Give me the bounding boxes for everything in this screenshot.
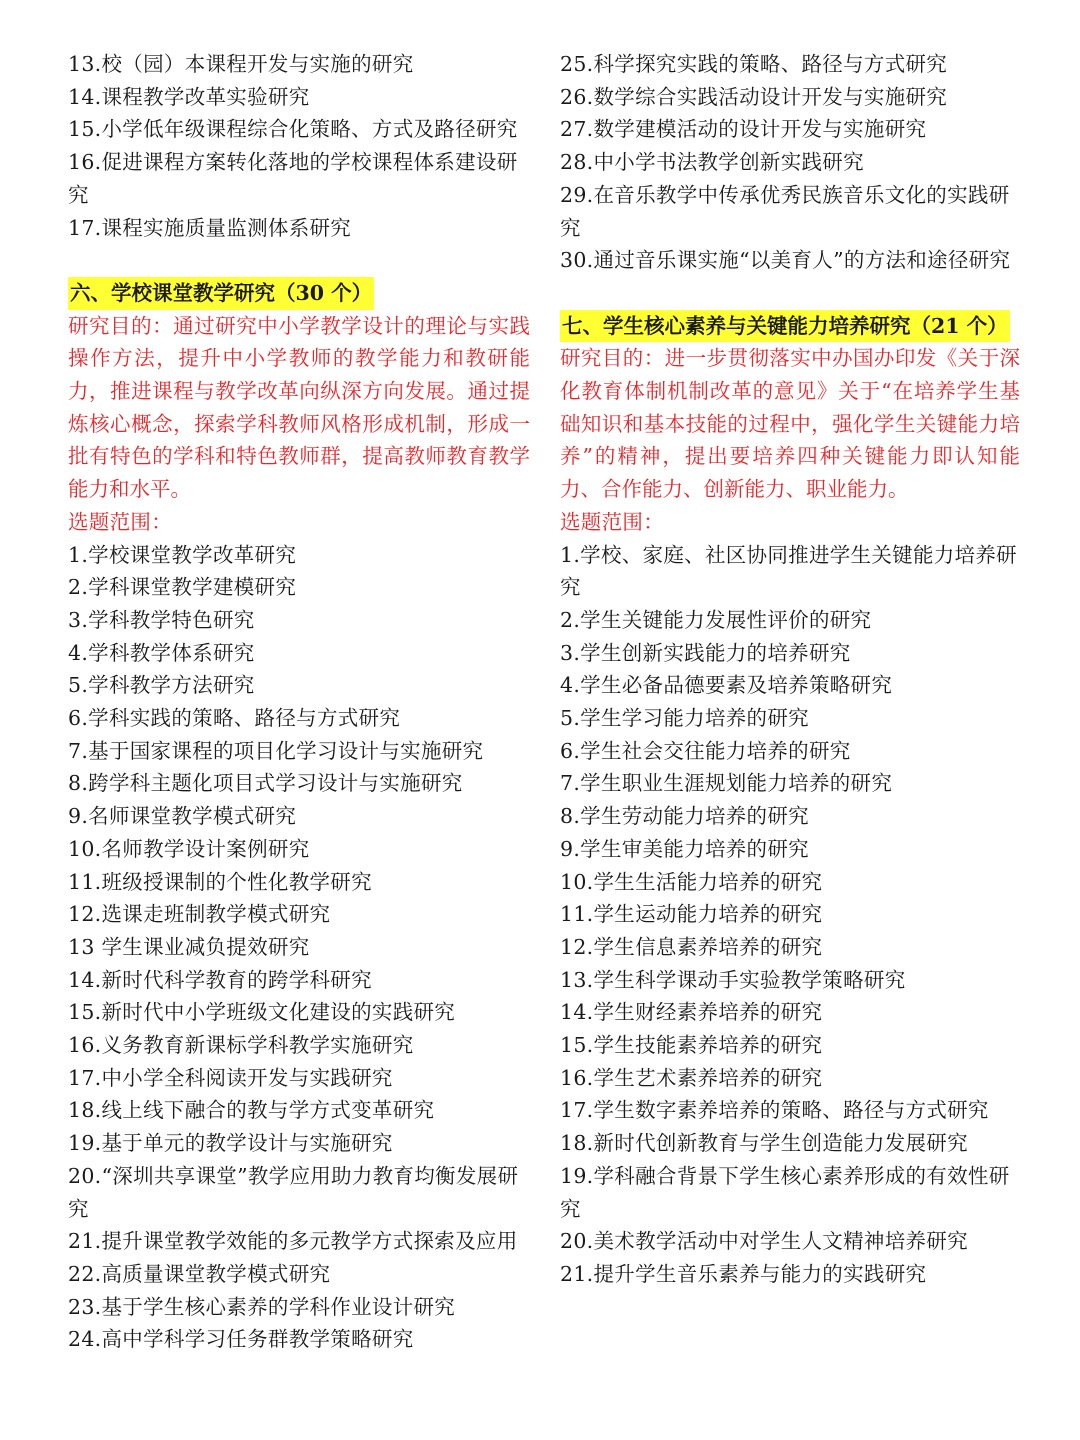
- list-item: 19.基于单元的教学设计与实施研究: [68, 1131, 393, 1156]
- list-item: 14.新时代科学教育的跨学科研究: [68, 967, 372, 992]
- list-item: 9.名师课堂教学模式研究: [68, 804, 297, 829]
- list-item: 20.“深圳共享课堂”教学应用助力教育均衡发展研究: [68, 1163, 519, 1221]
- list-item: 12.选课走班制教学模式研究: [68, 902, 331, 927]
- scope-label: 选题范围：: [560, 509, 664, 534]
- list-item: 22.高质量课堂教学模式研究: [68, 1262, 331, 1286]
- list-item: 1.学校、家庭、社区协同推进学生关键能力培养研究: [560, 542, 1017, 600]
- list-item: 5.学生学习能力培养的研究: [560, 706, 809, 731]
- list-item: 21.提升课堂教学效能的多元教学方式探索及应用: [68, 1229, 518, 1254]
- research-purpose: 研究目的：通过研究中小学教学设计的理论与实践操作方法，提升中小学教师的教学能力和教研能力，推进课程与教学改革向纵深方向发展。通过提炼核心概念，探索学科教师风格形成机制，形成一批有特色的学科和特色教师群，提高教师教育教学能力和水平。: [68, 313, 530, 502]
- list-item: 13.校（园）本课程开发与实施的研究: [68, 52, 414, 76]
- list-item: 10.名师教学设计案例研究: [68, 836, 310, 861]
- list-item: 19.学科融合背景下学生核心素养形成的有效性研究: [560, 1163, 1010, 1221]
- list-item: 23.基于学生核心素养的学科作业设计研究: [68, 1294, 456, 1319]
- list-item: 14.学生财经素养培养的研究: [560, 1000, 823, 1025]
- list-item: 18.线上线下融合的教与学方式变革研究: [68, 1098, 435, 1123]
- list-item: 16.义务教育新课标学科教学实施研究: [68, 1033, 414, 1058]
- left-column: [68, 48, 530, 1356]
- list-item: 3.学生创新实践能力的培养研究: [560, 640, 851, 665]
- list-item: 11.学生运动能力培养的研究: [560, 902, 823, 927]
- list-item: 25.科学探究实践的策略、路径与方式研究: [560, 52, 948, 76]
- list-item: 8.学生劳动能力培养的研究: [560, 804, 809, 829]
- list-item: 30.通过音乐课实施“以美育人”的方法和途径研究: [560, 248, 1011, 273]
- list-item: 1.学校课堂教学改革研究: [68, 542, 297, 567]
- list-item: 7.基于国家课程的项目化学习设计与实施研究: [68, 738, 484, 763]
- list-item: 4.学生必备品德要素及培养策略研究: [560, 673, 893, 698]
- list-item: 7.学生职业生涯规划能力培养的研究: [560, 771, 893, 796]
- section-heading: 六、学校课堂教学研究（30 个）: [68, 277, 374, 310]
- list-item: 13.学生科学课动手实验教学策略研究: [560, 967, 906, 992]
- list-item: 17.课程实施质量监测体系研究: [68, 215, 352, 240]
- list-item: 12.学生信息素养培养的研究: [560, 934, 823, 959]
- list-item: 3.学科教学特色研究: [68, 607, 255, 632]
- scope-label: 选题范围：: [68, 509, 172, 534]
- list-item: 17.学生数字素养培养的策略、路径与方式研究: [560, 1098, 989, 1123]
- list-item: 15.学生技能素养培养的研究: [560, 1033, 823, 1058]
- list-item: 24.高中学科学习任务群教学策略研究: [68, 1327, 414, 1352]
- section-heading: 七、学生核心素养与关键能力培养研究（21 个）: [560, 310, 1010, 343]
- list-item: 2.学生关键能力发展性评价的研究: [560, 607, 872, 632]
- list-item: 4.学科教学体系研究: [68, 640, 255, 665]
- list-item: 17.中小学全科阅读开发与实践研究: [68, 1065, 393, 1090]
- list-item: 6.学科实践的策略、路径与方式研究: [68, 706, 401, 731]
- list-item: 13 学生课业减负提效研究: [68, 934, 310, 959]
- list-item: 6.学生社会交往能力培养的研究: [560, 738, 851, 763]
- list-item: 10.学生生活能力培养的研究: [560, 869, 823, 894]
- list-item: 20.美术教学活动中对学生人文精神培养研究: [560, 1229, 968, 1254]
- list-item: 5.学科教学方法研究: [68, 673, 255, 698]
- list-item: 9.学生审美能力培养的研究: [560, 836, 809, 861]
- list-item: 29.在音乐教学中传承优秀民族音乐文化的实践研究: [560, 182, 1010, 240]
- list-item: 16.促进课程方案转化落地的学校课程体系建设研究: [68, 150, 518, 207]
- list-item: 8.跨学科主题化项目式学习设计与实施研究: [68, 771, 463, 796]
- list-item: 16.学生艺术素养培养的研究: [560, 1065, 823, 1090]
- list-item: 28.中小学书法教学创新实践研究: [560, 150, 864, 175]
- list-item: 2.学科课堂教学建模研究: [68, 575, 297, 600]
- right-column: [560, 48, 1020, 1291]
- list-item: 27.数学建模活动的设计开发与实施研究: [560, 117, 927, 142]
- list-item: 15.小学低年级课程综合化策略、方式及路径研究: [68, 117, 518, 142]
- list-item: 15.新时代中小学班级文化建设的实践研究: [68, 1000, 456, 1025]
- list-item: 14.课程教学改革实验研究: [68, 84, 310, 109]
- research-purpose: 研究目的：进一步贯彻落实中办国办印发《关于深化教育体制机制改革的意见》关于“在培养学生基础知识和基本技能的过程中，强化学生关键能力培养”的精神，提出要培养四种关键能力即认知能力、合作能力、创新能力、职业能力。: [560, 346, 1020, 502]
- list-item: 26.数学综合实践活动设计开发与实施研究: [560, 84, 948, 109]
- list-item: 18.新时代创新教育与学生创造能力发展研究: [560, 1131, 968, 1156]
- list-item: 21.提升学生音乐素养与能力的实践研究: [560, 1262, 927, 1286]
- list-item: 11.班级授课制的个性化教学研究: [68, 869, 372, 894]
